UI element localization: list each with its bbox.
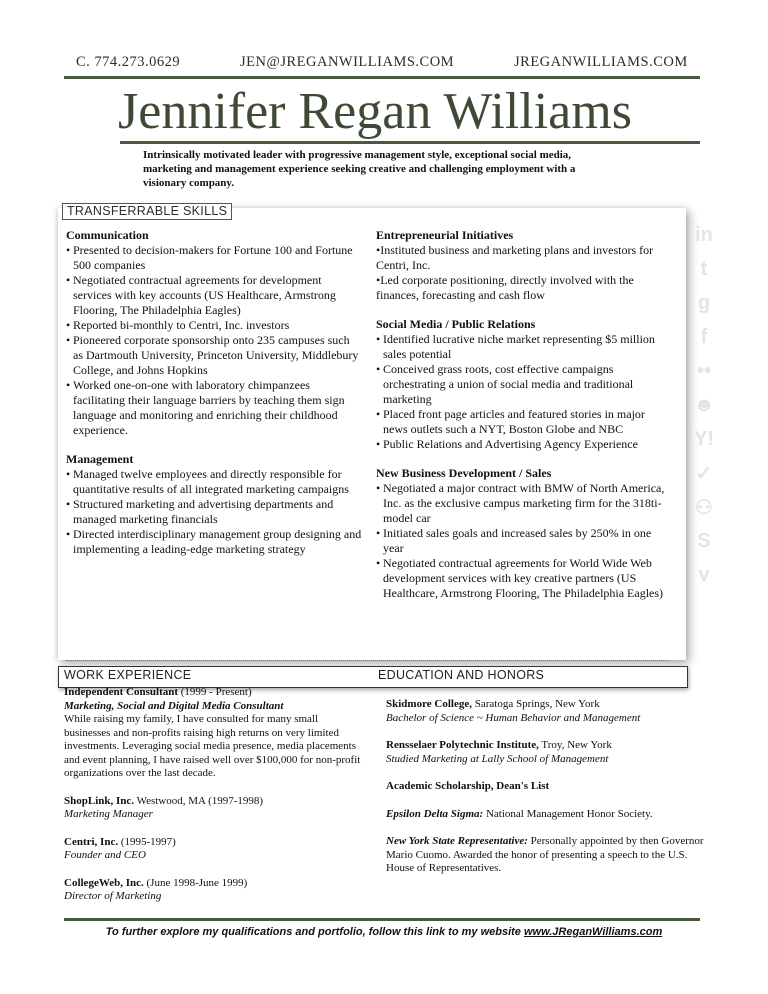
education-subtitle: Studied Marketing at Lally School of Management: [386, 752, 609, 765]
website-link[interactable]: JREGANWILLIAMS.COM: [514, 54, 688, 70]
skill-item: • Identified lucrative niche market representing $5 million sales potential: [376, 332, 672, 362]
footer-website-link[interactable]: www.JReganWilliams.com: [523, 926, 663, 938]
work-experience-list: [64, 686, 364, 918]
skill-list: [66, 243, 362, 438]
skill-group-title: Social Media / Public Relations: [376, 317, 536, 331]
job-description: While raising my family, I have consulted for many small businesses and non-profits raising high returns on very limited investments. Leveraging social media presence, media placements and event planning, I have raised well over $100,000 for non-profit organizations over the last decade.: [64, 713, 361, 779]
linkedin-icon[interactable]: in: [695, 223, 713, 246]
social-icons: [686, 218, 722, 592]
job-title: Founder and CEO: [64, 849, 146, 861]
resume-name: Jennifer Regan Williams: [118, 83, 632, 140]
education-details: Personally appointed by then Governor Mario Cuomo. Awarded the honor of presenting a speech to the U.S. House of Representatives.: [386, 835, 704, 874]
company-name: Independent Consultant: [64, 686, 179, 698]
work-entry: [64, 686, 364, 781]
work-dates: Westwood, MA (1997-1998): [134, 794, 264, 807]
skill-item: • Reported bi-monthly to Centri, Inc. investors: [66, 318, 362, 333]
education-details: Saratoga Springs, New York: [471, 698, 600, 710]
skill-list: [376, 332, 672, 452]
job-title: Marketing, Social and Digital Media Consultant: [64, 699, 284, 712]
skill-item: • Conceived grass roots, cost effective campaigns orchestrating a union of social media and traditional marketing: [376, 362, 672, 407]
skill-group: [66, 452, 362, 557]
skill-group-title: New Business Development / Sales: [376, 466, 552, 480]
twitter-icon[interactable]: t: [700, 257, 708, 280]
reddit-icon[interactable]: ☻: [693, 393, 715, 416]
institution-name: Skidmore College,: [386, 698, 472, 710]
education-heading: [386, 808, 706, 822]
yahoo-icon[interactable]: Y!: [694, 427, 714, 450]
skill-item: • Presented to decision-makers for Fortune 100 and Fortune 500 companies: [66, 243, 362, 273]
skill-item: •Led corporate positioning, directly involved with the finances, forecasting and cash flow: [376, 273, 634, 302]
work-heading: [64, 686, 364, 700]
work-entry: [64, 836, 364, 863]
dotted-divider: [66, 660, 668, 661]
skill-group: [66, 228, 362, 438]
education-heading: [386, 739, 706, 753]
name-rule: [120, 141, 700, 144]
skill-item: • Pioneered corporate sponsorship onto 235 campuses such as Dartmouth University, Princeton University, Middlebury College, and Johns Hopkins: [66, 333, 362, 378]
skill-list: [66, 467, 362, 557]
job-title: Marketing Manager: [64, 808, 153, 820]
education-entry: [386, 698, 706, 725]
skill-list: [376, 481, 672, 601]
institution-name: Epsilon Delta Sigma:: [386, 807, 484, 820]
education-heading: [386, 780, 706, 794]
delicious-icon[interactable]: ✓: [695, 462, 713, 485]
work-heading: [64, 877, 364, 891]
education-entry: [386, 780, 706, 794]
education-details: Troy, New York: [538, 739, 612, 751]
company-name: ShopLink, Inc.: [64, 794, 135, 807]
work-entry: [64, 795, 364, 822]
work-section-title: WORK EXPERIENCE: [64, 668, 192, 682]
education-list: [386, 698, 706, 890]
institution-name: New York State Representative:: [386, 835, 528, 847]
skill-item: • Negotiated a major contract with BMW of North America, Inc. as the exclusive campus marketing firm for the 318ti-model car: [376, 481, 672, 526]
skill-item: • Negotiated contractual agreements for World Wide Web development services with key creative partners (US Healthcare, Armstrong Flooring, The Philadelphia Eagles): [376, 556, 672, 601]
skill-item: • Worked one-on-one with laboratory chimpanzees facilitating their language barriers by teaching them sign language and monitoring and enriching their childhood experience.: [66, 378, 362, 438]
skill-item: • Placed front page articles and featured stories in major news outlets such a NYT, Boston Globe and NBC: [376, 407, 672, 437]
skills-section-title: TRANSFERRABLE SKILLS: [62, 203, 232, 220]
facebook-icon[interactable]: f: [700, 325, 708, 348]
work-dates: (June 1998-June 1999): [143, 876, 248, 889]
skill-group-title: Communication: [66, 228, 149, 242]
google-icon[interactable]: g: [697, 291, 711, 314]
education-entry: [386, 808, 706, 822]
work-heading: [64, 795, 364, 809]
education-subtitle: Bachelor of Science ~ Human Behavior and Management: [386, 711, 641, 724]
company-name: CollegeWeb, Inc.: [64, 876, 144, 889]
footer-text: To further explore my qualifications and portfolio, follow this link to my website: [105, 926, 524, 938]
education-section-title: EDUCATION AND HONORS: [378, 668, 545, 682]
work-heading: [64, 836, 364, 850]
skill-group-title: Entrepreneurial Initiatives: [376, 228, 514, 242]
education-heading: [386, 835, 706, 876]
skill-item: • Public Relations and Advertising Agency Experience: [376, 437, 672, 452]
work-entry: [64, 877, 364, 904]
flickr-icon[interactable]: ••: [696, 359, 711, 382]
phone-number: C. 774.273.0629: [76, 54, 181, 70]
company-name: Centri, Inc.: [64, 835, 119, 848]
skill-group: [376, 466, 672, 601]
education-details: National Management Honor Society.: [483, 807, 653, 820]
email-link[interactable]: JEN@JREGANWILLIAMS.COM: [240, 54, 455, 70]
footer-note: [64, 926, 704, 938]
institution-name: Rensselaer Polytechnic Institute,: [386, 739, 539, 751]
summary-statement: Intrinsically motivated leader with progressive management style, exceptional social media, marketing and management experience seeking creative and challenging employment with a visionary company.: [143, 149, 576, 189]
skill-item: •Instituted business and marketing plans and investors for Centri, Inc.: [376, 243, 654, 272]
skill-item: • Directed interdisciplinary management group designing and implementing a leading-edge marketing strategy: [66, 527, 362, 557]
institution-name: Academic Scholarship, Dean's List: [386, 780, 550, 792]
skills-left-column: [66, 228, 362, 571]
skype-icon[interactable]: S: [697, 529, 711, 552]
vimeo-icon[interactable]: v: [698, 563, 710, 586]
skill-list: [376, 243, 672, 303]
skill-group-title: Management: [66, 452, 134, 466]
skill-group: [376, 317, 672, 452]
job-title: Director of Marketing: [64, 890, 162, 902]
education-heading: [386, 698, 706, 712]
skill-item: • Managed twelve employees and directly responsible for quantitative results of all integrated marketing campaigns: [66, 467, 362, 497]
skill-group: [376, 228, 672, 303]
education-entry: [386, 835, 706, 876]
skill-item: • Structured marketing and advertising departments and managed marketing financials: [66, 497, 362, 527]
myspace-icon[interactable]: ⚇: [695, 496, 713, 519]
skills-right-column: [376, 228, 672, 615]
footer-rule: [64, 918, 700, 921]
skill-item: • Initiated sales goals and increased sales by 250% in one year: [376, 526, 672, 556]
header-rule: [64, 76, 700, 79]
work-dates: (1995-1997): [118, 835, 176, 848]
work-dates: (1999 - Present): [178, 686, 252, 698]
education-entry: [386, 739, 706, 766]
skill-item: • Negotiated contractual agreements for development services with key accounts (US Healthcare, Armstrong Flooring, The Philadelphia Eagles): [66, 273, 362, 318]
